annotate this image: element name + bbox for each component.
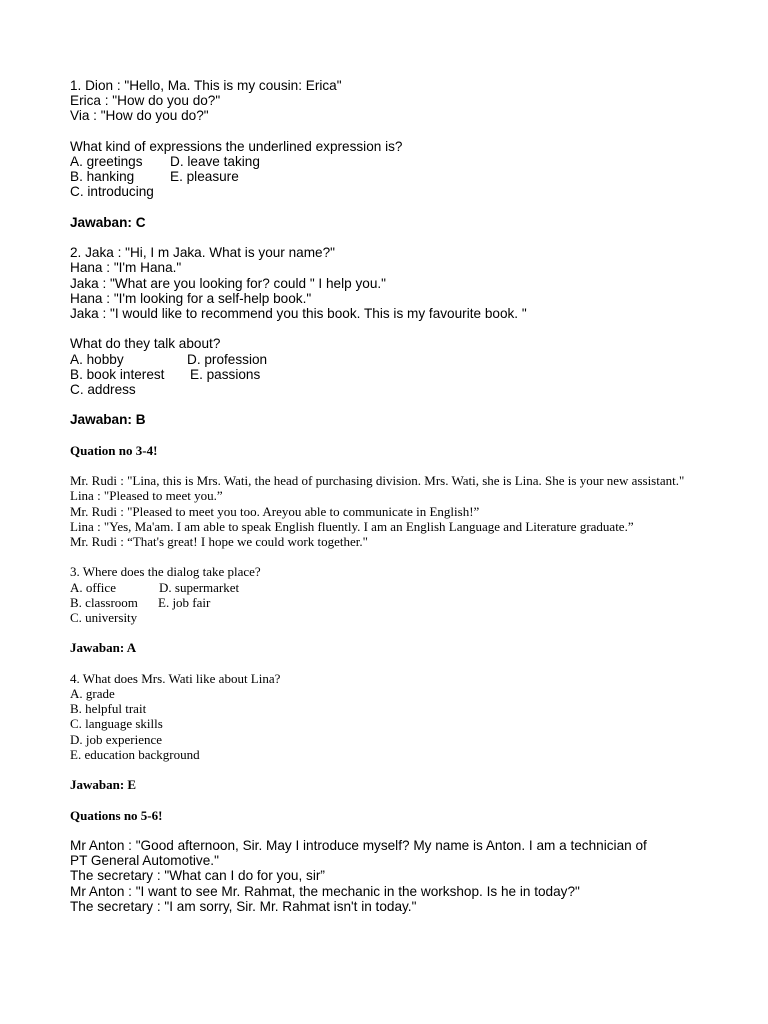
options-row [70, 169, 710, 184]
dialog-line: Lina : "Yes, Ma'am. I am able to speak English fluently. I am an English Language and Literature graduate.” [70, 518, 634, 534]
dialog-line: Jaka : "I would like to recommend you this book. This is my favourite book. " [70, 306, 527, 321]
options-row [70, 595, 710, 610]
answer-label: Jawaban: A [70, 640, 137, 656]
answer-label: Jawaban: E [70, 777, 137, 793]
options-row [70, 352, 710, 367]
option: C. introducing [70, 184, 154, 200]
question-2-block [70, 245, 710, 397]
option: D. profession [187, 351, 268, 367]
options-row [70, 580, 710, 595]
answer-label: Jawaban: B [70, 412, 146, 428]
question-3-4-block [70, 473, 710, 625]
option: A. grade [70, 685, 115, 701]
dialog-line: Mr Anton : "I want to see Mr. Rahmat, the mechanic in the workshop. Is he in today?" [70, 883, 580, 899]
question-text: What do they talk about? [70, 336, 221, 352]
option: E. passions [190, 366, 261, 382]
dialog-line: Mr. Rudi : "Pleased to meet you too. Areyou able to communicate in English!” [70, 503, 480, 519]
answer-label: Jawaban: C [70, 214, 146, 230]
option: B. book interest [70, 366, 165, 382]
option: D. job experience [70, 731, 163, 747]
dialog-line: Jaka : "What are you looking for? could " I help you." [70, 275, 386, 291]
dialog-line: 1. Dion : "Hello, Ma. This is my cousin: Erica" [70, 78, 342, 93]
document-page [70, 78, 710, 914]
option: E. education background [70, 746, 200, 762]
dialog-line: Lina : "Pleased to meet you.” [70, 488, 223, 504]
option: C. language skills [70, 716, 163, 732]
dialog-line: Mr Anton : "Good afternoon, Sir. May I introduce myself? My name is Anton. I am a technician of PT General Automotive." [70, 837, 647, 869]
dialog-line: The secretary : "What can I do for you, sir” [70, 868, 325, 884]
section-heading: Quations no 5-6! [70, 807, 163, 823]
question-4-block [70, 671, 710, 762]
option: E. job fair [158, 594, 211, 610]
dialog-line: Hana : "I'm Hana." [70, 260, 182, 276]
option: A. hobby [70, 351, 124, 367]
question-1-block [70, 78, 710, 200]
dialog-line: The secretary : "I am sorry, Sir. Mr. Rahmat isn't in today." [70, 898, 417, 914]
option: D. supermarket [159, 579, 240, 595]
dialog-line: Erica : "How do you do?" [70, 93, 221, 109]
option: D. leave taking [170, 154, 260, 169]
option: B. hanking [70, 169, 135, 185]
options-row [70, 154, 710, 169]
option: A. greetings [70, 154, 143, 169]
section-heading: Quation no 3-4! [70, 442, 158, 458]
question-5-6-block [70, 838, 710, 914]
option: B. classroom [70, 594, 138, 610]
option: E. pleasure [170, 169, 239, 185]
options-row [70, 367, 710, 382]
question-text: 4. What does Mrs. Wati like about Lina? [70, 670, 281, 686]
dialog-line: 2. Jaka : "Hi, I m Jaka. What is your name?" [70, 245, 336, 261]
question-text: What kind of expressions the underlined expression is? [70, 138, 403, 154]
option: C. university [70, 609, 138, 625]
dialog-line: Mr. Rudi : "Lina, this is Mrs. Wati, the head of purchasing division. Mrs. Wati, she is Lina. She is your new assistant." [70, 473, 685, 489]
option: C. address [70, 382, 136, 397]
option: A. office [70, 579, 116, 595]
option: B. helpful trait [70, 701, 147, 717]
dialog-line: Via : "How do you do?" [70, 108, 209, 124]
question-text: 3. Where does the dialog take place? [70, 564, 261, 580]
dialog-line: Hana : "I'm looking for a self-help book." [70, 290, 312, 306]
dialog-line: Mr. Rudi : “That's great! I hope we could work together." [70, 533, 368, 549]
